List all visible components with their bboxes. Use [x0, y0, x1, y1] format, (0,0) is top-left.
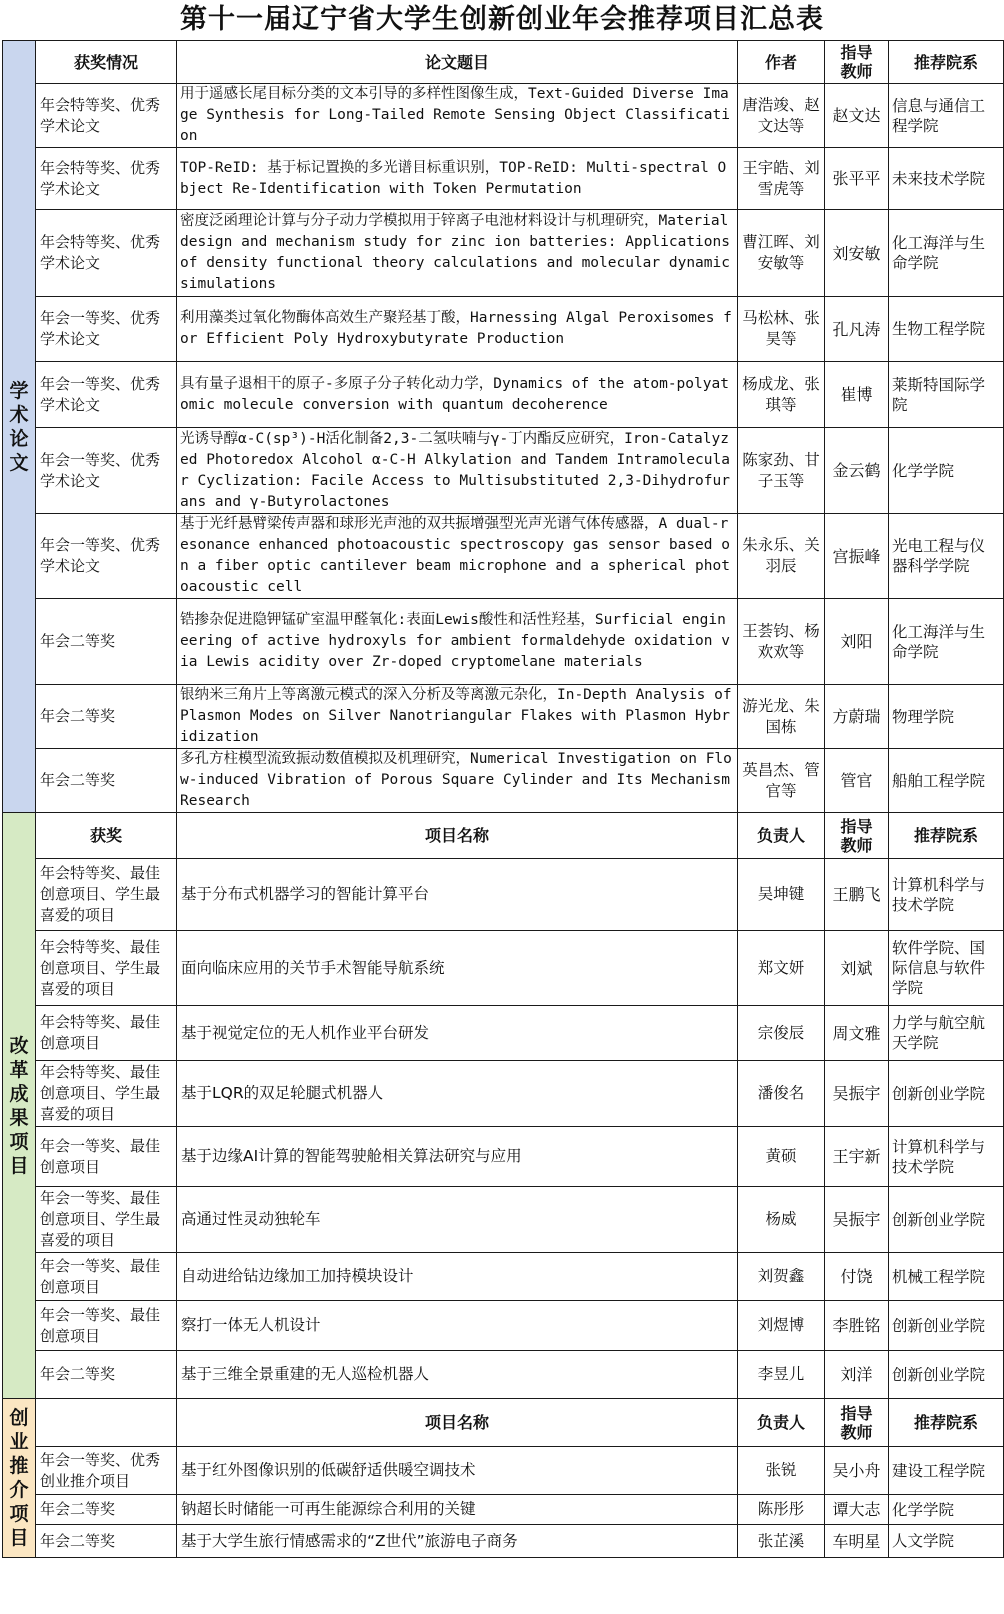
school-cell: 计算机科学与技术学院	[889, 859, 1004, 931]
title-cell: 锆掺杂促进隐钾锰矿室温甲醛氧化:表面Lewis酸性和活性羟基，Surficial engineering of active hydroxyls for ambient formaldehyde oxidation via Lewis acidity over Zr-doped cryptomelane materials	[177, 599, 738, 685]
advisor-cell: 吴小舟	[825, 1447, 889, 1495]
advisor-cell: 王鹏飞	[825, 859, 889, 931]
person-cell: 王荟钧、杨欢欢等	[738, 599, 825, 685]
table-row	[3, 1127, 1004, 1187]
title-cell: 银纳米三角片上等离激元模式的深入分析及等离激元杂化，In-Depth Analysis of Plasmon Modes on Silver Nanotriangular Flakes with Plasmon Hybridization	[177, 685, 738, 749]
column-header: 指导教师	[825, 41, 889, 84]
award-cell: 年会一等奖、优秀学术论文	[36, 297, 177, 362]
title-cell: 基于三维全景重建的无人巡检机器人	[177, 1351, 738, 1399]
award-cell: 年会一等奖、最佳创意项目	[36, 1127, 177, 1187]
advisor-cell: 金云鹤	[825, 428, 889, 514]
title-cell: 基于视觉定位的无人机作业平台研发	[177, 1006, 738, 1061]
table-row	[3, 210, 1004, 297]
advisor-cell: 赵文达	[825, 84, 889, 148]
person-cell: 陈家劲、甘子玉等	[738, 428, 825, 514]
title-cell: 察打一体无人机设计	[177, 1301, 738, 1351]
advisor-cell: 孔凡涛	[825, 297, 889, 362]
advisor-cell: 周文雅	[825, 1006, 889, 1061]
award-cell: 年会二等奖	[36, 685, 177, 749]
award-cell: 年会一等奖、最佳创意项目	[36, 1253, 177, 1301]
school-cell: 人文学院	[889, 1525, 1004, 1558]
school-cell: 计算机科学与技术学院	[889, 1127, 1004, 1187]
award-cell: 年会特等奖、优秀学术论文	[36, 84, 177, 148]
school-cell: 创新创业学院	[889, 1061, 1004, 1127]
school-cell: 创新创业学院	[889, 1351, 1004, 1399]
table-row	[3, 148, 1004, 210]
school-cell: 物理学院	[889, 685, 1004, 749]
school-cell: 机械工程学院	[889, 1253, 1004, 1301]
section-category	[3, 813, 36, 1399]
advisor-cell: 付饶	[825, 1253, 889, 1301]
school-cell: 船舶工程学院	[889, 749, 1004, 813]
title-cell: 密度泛函理论计算与分子动力学模拟用于锌离子电池材料设计与机理研究，Material design and mechanism study for zinc ion batteries: Applications of density functional theory calculations and molecular dynamic simulations	[177, 210, 738, 297]
summary-table	[2, 40, 1004, 1558]
title-cell: 多孔方柱模型流致振动数值模拟及机理研究，Numerical Investigation on Flow-induced Vibration of Porous Square Cylinder and Its Mechanism Research	[177, 749, 738, 813]
award-cell: 年会二等奖	[36, 1495, 177, 1525]
page-title: 第十一届辽宁省大学生创新创业年会推荐项目汇总表	[180, 4, 824, 35]
column-header: 推荐院系	[889, 1399, 1004, 1447]
table-row	[3, 1447, 1004, 1495]
column-header	[36, 1399, 177, 1447]
advisor-cell: 吴振宇	[825, 1187, 889, 1253]
school-cell: 创新创业学院	[889, 1301, 1004, 1351]
column-header: 获奖情况	[36, 41, 177, 84]
table-row	[3, 749, 1004, 813]
advisor-cell: 刘斌	[825, 931, 889, 1006]
person-cell: 黄硕	[738, 1127, 825, 1187]
award-cell: 年会一等奖、最佳创意项目	[36, 1301, 177, 1351]
advisor-cell: 管官	[825, 749, 889, 813]
column-header: 推荐院系	[889, 41, 1004, 84]
table-row	[3, 1187, 1004, 1253]
title-cell: 基于大学生旅行情感需求的“Z世代”旅游电子商务	[177, 1525, 738, 1558]
person-cell: 陈彤彤	[738, 1495, 825, 1525]
school-cell: 力学与航空航天学院	[889, 1006, 1004, 1061]
advisor-cell: 王宇新	[825, 1127, 889, 1187]
title-cell: 钠超长时储能一可再生能源综合利用的关键	[177, 1495, 738, 1525]
school-cell: 创新创业学院	[889, 1187, 1004, 1253]
school-cell: 化工海洋与生命学院	[889, 210, 1004, 297]
person-cell: 郑文妍	[738, 931, 825, 1006]
title-cell: 具有量子退相干的原子-多原子分子转化动力学，Dynamics of the atom-polyatomic molecule conversion with quantum decoherence	[177, 362, 738, 428]
table-row	[3, 428, 1004, 514]
person-cell: 张芷溪	[738, 1525, 825, 1558]
advisor-cell: 吴振宇	[825, 1061, 889, 1127]
table-row	[3, 1006, 1004, 1061]
section-header-row	[3, 813, 1004, 859]
advisor-cell: 刘安敏	[825, 210, 889, 297]
section-category	[3, 1399, 36, 1558]
table-row	[3, 931, 1004, 1006]
award-cell: 年会特等奖、最佳创意项目、学生最喜爱的项目	[36, 1061, 177, 1127]
column-header: 推荐院系	[889, 813, 1004, 859]
award-cell: 年会特等奖、最佳创意项目	[36, 1006, 177, 1061]
advisor-cell: 李胜铭	[825, 1301, 889, 1351]
award-cell: 年会特等奖、最佳创意项目、学生最喜爱的项目	[36, 931, 177, 1006]
table-row	[3, 1525, 1004, 1558]
table-row	[3, 514, 1004, 599]
column-header: 项目名称	[177, 1399, 738, 1447]
advisor-cell: 张平平	[825, 148, 889, 210]
table-row	[3, 859, 1004, 931]
award-cell: 年会特等奖、优秀学术论文	[36, 148, 177, 210]
table-row	[3, 297, 1004, 362]
award-cell: 年会特等奖、最佳创意项目、学生最喜爱的项目	[36, 859, 177, 931]
person-cell: 英昌杰、管官等	[738, 749, 825, 813]
title-cell: 基于光纤悬臂梁传声器和球形光声池的双共振增强型光声光谱气体传感器，A dual-resonance enhanced photoacoustic spectroscopy gas sensor based on a fiber optic cantilever beam microphone and a spherical photoacoustic cell	[177, 514, 738, 599]
award-cell: 年会一等奖、优秀创业推介项目	[36, 1447, 177, 1495]
title-cell: 高通过性灵动独轮车	[177, 1187, 738, 1253]
person-cell: 李昱儿	[738, 1351, 825, 1399]
person-cell: 唐浩竣、赵文达等	[738, 84, 825, 148]
person-cell: 宗俊辰	[738, 1006, 825, 1061]
table-row	[3, 84, 1004, 148]
award-cell: 年会一等奖、最佳创意项目、学生最喜爱的项目	[36, 1187, 177, 1253]
person-cell: 游光龙、朱国栋	[738, 685, 825, 749]
section-header-row	[3, 1399, 1004, 1447]
advisor-cell: 刘阳	[825, 599, 889, 685]
table-row	[3, 1495, 1004, 1525]
award-cell: 年会二等奖	[36, 1351, 177, 1399]
title-cell: 基于分布式机器学习的智能计算平台	[177, 859, 738, 931]
person-cell: 杨成龙、张琪等	[738, 362, 825, 428]
section-category-label: 改革成果项目	[9, 1034, 29, 1177]
school-cell: 化工海洋与生命学院	[889, 599, 1004, 685]
title-cell: 基于红外图像识别的低碳舒适供暖空调技术	[177, 1447, 738, 1495]
person-cell: 张锐	[738, 1447, 825, 1495]
person-cell: 杨威	[738, 1187, 825, 1253]
section-category	[3, 41, 36, 813]
column-header: 指导教师	[825, 813, 889, 859]
column-header: 负责人	[738, 1399, 825, 1447]
section-header-row	[3, 41, 1004, 84]
table-row	[3, 1061, 1004, 1127]
award-cell: 年会特等奖、优秀学术论文	[36, 210, 177, 297]
school-cell: 化学学院	[889, 428, 1004, 514]
school-cell: 信息与通信工程学院	[889, 84, 1004, 148]
person-cell: 曹江晖、刘安敏等	[738, 210, 825, 297]
advisor-cell: 宫振峰	[825, 514, 889, 599]
school-cell: 光电工程与仪器科学学院	[889, 514, 1004, 599]
advisor-cell: 刘洋	[825, 1351, 889, 1399]
section-category-label: 学术论文	[9, 379, 29, 474]
award-cell: 年会二等奖	[36, 749, 177, 813]
award-cell: 年会二等奖	[36, 599, 177, 685]
title-cell: 基于边缘AI计算的智能驾驶舱相关算法研究与应用	[177, 1127, 738, 1187]
award-cell: 年会一等奖、优秀学术论文	[36, 362, 177, 428]
person-cell: 刘贺鑫	[738, 1253, 825, 1301]
column-header: 指导教师	[825, 1399, 889, 1447]
title-cell: 光诱导醇α-C(sp³)-H活化制备2,3-二氢呋喃与γ-丁内酯反应研究，Iron-Catalyzed Photoredox Alcohol α-C-H Alkylation and Tandem Intramolecular Cyclization: Facile Access to Multisubstituted 2,3-Dihydrofurans and γ-Butyrolactones	[177, 428, 738, 514]
table-row	[3, 599, 1004, 685]
school-cell: 莱斯特国际学院	[889, 362, 1004, 428]
advisor-cell: 方蔚瑞	[825, 685, 889, 749]
school-cell: 未来技术学院	[889, 148, 1004, 210]
section-category-label: 创业推介项目	[9, 1407, 29, 1549]
advisor-cell: 崔博	[825, 362, 889, 428]
advisor-cell: 车明星	[825, 1525, 889, 1558]
award-cell: 年会一等奖、优秀学术论文	[36, 514, 177, 599]
school-cell: 建设工程学院	[889, 1447, 1004, 1495]
school-cell: 生物工程学院	[889, 297, 1004, 362]
column-header: 获奖	[36, 813, 177, 859]
title-cell: 用于遥感长尾目标分类的文本引导的多样性图像生成，Text-Guided Diverse Image Synthesis for Long-Tailed Remote Sensing Object Classification	[177, 84, 738, 148]
person-cell: 王宇皓、刘雪虎等	[738, 148, 825, 210]
person-cell: 马松林、张昊等	[738, 297, 825, 362]
column-header: 作者	[738, 41, 825, 84]
table-row	[3, 1253, 1004, 1301]
person-cell: 刘煜博	[738, 1301, 825, 1351]
person-cell: 吴坤键	[738, 859, 825, 931]
award-cell: 年会一等奖、优秀学术论文	[36, 428, 177, 514]
column-header: 负责人	[738, 813, 825, 859]
column-header: 论文题目	[177, 41, 738, 84]
person-cell: 潘俊名	[738, 1061, 825, 1127]
column-header: 项目名称	[177, 813, 738, 859]
title-cell: 利用藻类过氧化物酶体高效生产聚羟基丁酸，Harnessing Algal Peroxisomes for Efficient Poly Hydroxybutyrate Production	[177, 297, 738, 362]
title-cell: TOP-ReID: 基于标记置换的多光谱目标重识别，TOP-ReID: Multi-spectral Object Re-Identification with Token Permutation	[177, 148, 738, 210]
award-cell: 年会二等奖	[36, 1525, 177, 1558]
table-row	[3, 685, 1004, 749]
table-row	[3, 1351, 1004, 1399]
table-row	[3, 362, 1004, 428]
table-row	[3, 1301, 1004, 1351]
title-cell: 面向临床应用的关节手术智能导航系统	[177, 931, 738, 1006]
advisor-cell: 谭大志	[825, 1495, 889, 1525]
school-cell: 化学学院	[889, 1495, 1004, 1525]
title-cell: 基于LQR的双足轮腿式机器人	[177, 1061, 738, 1127]
person-cell: 朱永乐、关羽辰	[738, 514, 825, 599]
title-cell: 自动进给钻边缘加工加持模块设计	[177, 1253, 738, 1301]
school-cell: 软件学院、国际信息与软件学院	[889, 931, 1004, 1006]
